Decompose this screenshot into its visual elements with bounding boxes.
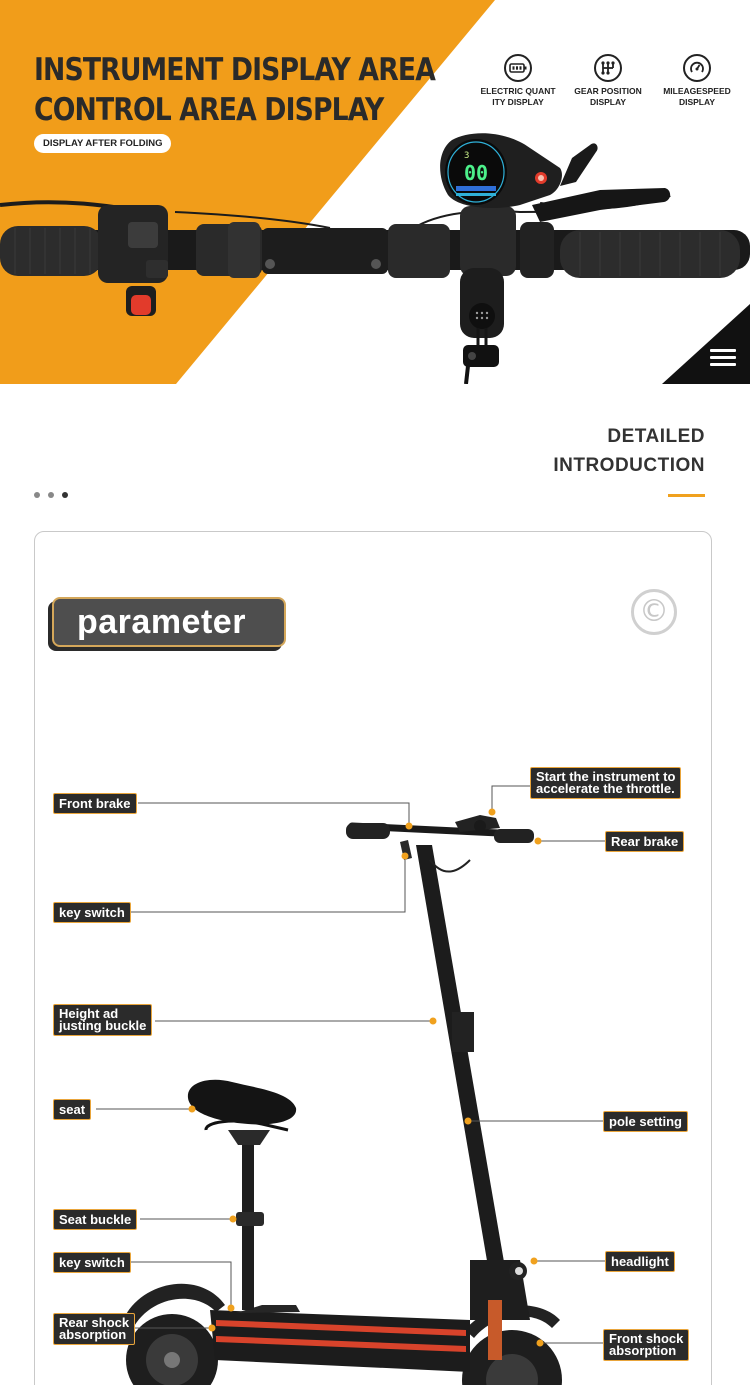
feature-gear-position-label-1: GEAR POSITION: [574, 86, 642, 96]
label-rear-shock-line1: Rear shock: [59, 1315, 130, 1330]
copyright-icon: ©: [631, 589, 677, 635]
section-title-line1: DETAILED: [607, 426, 705, 447]
label-key-switch-top: key switch: [53, 902, 131, 923]
label-seat: seat: [53, 1099, 91, 1120]
label-front-shock-absorption: [603, 1329, 689, 1361]
label-instrument-throttle: [530, 767, 681, 799]
stem-pole: [416, 845, 508, 1290]
label-instrument-line2: accelerate the throttle.: [536, 781, 675, 796]
feature-mileage-speed-label-1: MILEAGESPEED: [663, 86, 731, 96]
feature-electric-quantity-label-1: ELECTRIC QUANT: [480, 86, 556, 96]
label-front-shock-line1: Front shock: [609, 1331, 684, 1346]
lcd-gear: 3: [464, 151, 470, 161]
display-after-folding-tag: DISPLAY AFTER FOLDING: [34, 134, 171, 153]
label-headlight: headlight: [605, 1251, 675, 1272]
label-seat-buckle: Seat buckle: [53, 1209, 137, 1230]
label-front-shock-line2: absorption: [609, 1343, 677, 1358]
label-front-brake: Front brake: [53, 793, 137, 814]
feature-electric-quantity-label-2: ITY DISPLAY: [492, 97, 544, 107]
label-instrument-line1: Start the instrument to: [536, 769, 676, 784]
hero-title-line1: INSTRUMENT DISPLAY AREA: [34, 52, 435, 88]
label-pole-setting: pole setting: [603, 1111, 688, 1132]
feature-mileage-speed-label-2: DISPLAY: [678, 97, 716, 107]
parameter-badge: parameter: [52, 597, 286, 647]
label-height-adjusting-buckle: [53, 1004, 152, 1036]
feature-gear-position-label-2: DISPLAY: [589, 97, 627, 107]
section-title-line2: INTRODUCTION: [553, 455, 705, 476]
label-height-line1: Height ad: [59, 1006, 119, 1021]
hero-title-line2: CONTROL AREA DISPLAY: [34, 92, 384, 128]
label-rear-shock-line2: absorption: [59, 1327, 127, 1342]
label-rear-brake: Rear brake: [605, 831, 684, 852]
seat: [188, 1080, 296, 1125]
lcd-speed: 00: [464, 161, 489, 185]
label-key-switch-bottom: key switch: [53, 1252, 131, 1273]
label-rear-shock-absorption: [53, 1313, 135, 1345]
label-height-line2: justing buckle: [59, 1018, 147, 1033]
